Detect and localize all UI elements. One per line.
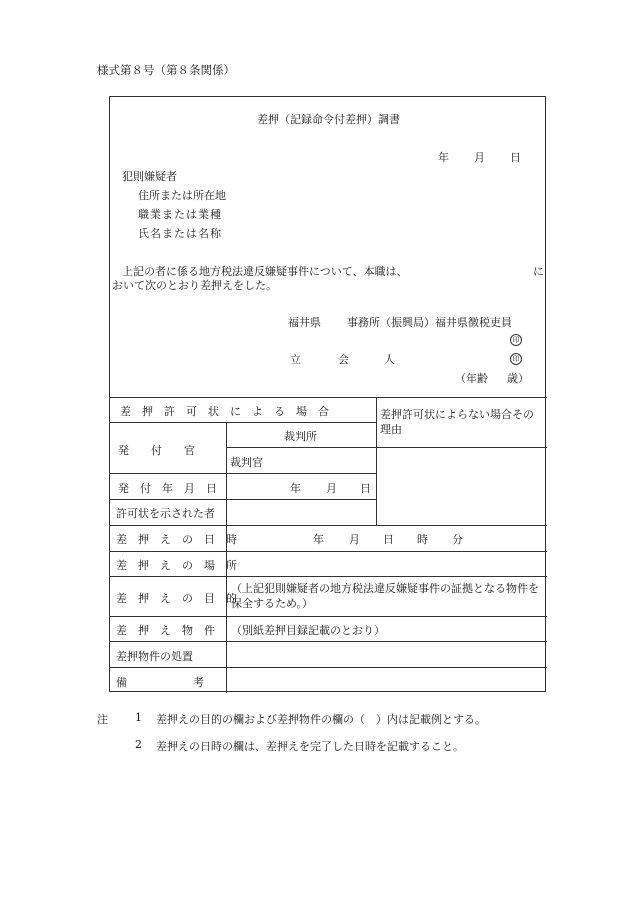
- statement-line1: 上記の者に係る地方税法違反嫌疑事件について、本職は、: [122, 265, 408, 278]
- name-label: 氏名または名称: [138, 227, 222, 240]
- form-id: 様式第８号（第８条関係）: [97, 63, 235, 77]
- date-year-unit: 年: [438, 151, 449, 164]
- seizure-purpose-label: 差 押 え の 目 的: [116, 592, 237, 605]
- note-2-text: 差押えの日時の欄は、差押えを完了した日時を記載すること。: [156, 740, 464, 753]
- official-seal-icon: 印: [510, 332, 522, 346]
- no-permit-reason-header: 差押許可状によらない場合その理由: [380, 408, 534, 436]
- note-1-text: 差押えの目的の欄および差押物件の欄の（ ）内は記載例とする。: [156, 713, 486, 726]
- issue-date-label: 発 付 年 月 日: [118, 482, 217, 495]
- date-day-unit: 日: [510, 151, 521, 164]
- seized-items-label: 差 押 え 物 件: [116, 624, 215, 637]
- date-month-unit: 月: [474, 151, 485, 164]
- issuer-label: 発 付 官: [118, 444, 195, 457]
- seizure-day-unit: 日: [383, 533, 394, 546]
- seizure-minute-unit: 分: [452, 533, 463, 546]
- issue-date-day-unit: 日: [360, 482, 371, 495]
- seizure-month-unit: 月: [349, 533, 360, 546]
- seizure-hour-unit: 時: [417, 533, 428, 546]
- permit-case-header: 差 押 許 可 状 に よ る 場 合: [120, 405, 329, 418]
- age-close: 歳）: [507, 372, 529, 385]
- seizure-datetime-label: 差 押 え の 日 時: [116, 533, 237, 546]
- witness-char-2: 会: [338, 353, 349, 366]
- issue-date-month-unit: 月: [326, 482, 337, 495]
- issue-date-year-unit: 年: [290, 482, 301, 495]
- witness-char-1: 立: [290, 353, 301, 366]
- judge-label: 裁判官: [230, 456, 263, 469]
- note-1-number: 1: [135, 711, 142, 724]
- occupation-label: 職業または業種: [138, 208, 222, 221]
- seizure-purpose-value: （上記犯則嫌疑者の地方税法違反嫌疑事件の証拠となる物件を保全するため。）: [231, 582, 539, 610]
- address-label: 住所または所在地: [138, 189, 226, 202]
- remarks-label: 備 考: [116, 676, 204, 689]
- witness-char-3: 人: [384, 353, 395, 366]
- age-open: （年齢: [455, 372, 488, 385]
- witness-seal-icon: 印: [510, 351, 522, 365]
- statement-tail: に: [533, 265, 544, 278]
- form-title: 差押（記録命令付差押）調書: [257, 113, 400, 126]
- disposal-label: 差押物件の処置: [116, 650, 193, 663]
- seized-items-value: （別紙差押目録記載のとおり）: [231, 624, 385, 637]
- notes-prefix: 注: [97, 713, 108, 726]
- note-2-number: 2: [135, 738, 142, 751]
- seizure-year-unit: 年: [313, 533, 324, 546]
- seizure-report-form: [109, 96, 546, 692]
- official-office: 事務所（振興局）福井県徴税吏員: [347, 316, 512, 329]
- court-label: 裁判所: [284, 430, 317, 443]
- suspect-label: 犯則嫌疑者: [122, 170, 177, 183]
- statement-line2: おいて次のとおり差押えをした。: [112, 279, 277, 292]
- official-prefecture: 福井県: [288, 316, 321, 329]
- permit-shown-to-label: 許可状を示された者: [116, 507, 215, 520]
- seizure-place-label: 差 押 え の 場 所: [116, 559, 237, 572]
